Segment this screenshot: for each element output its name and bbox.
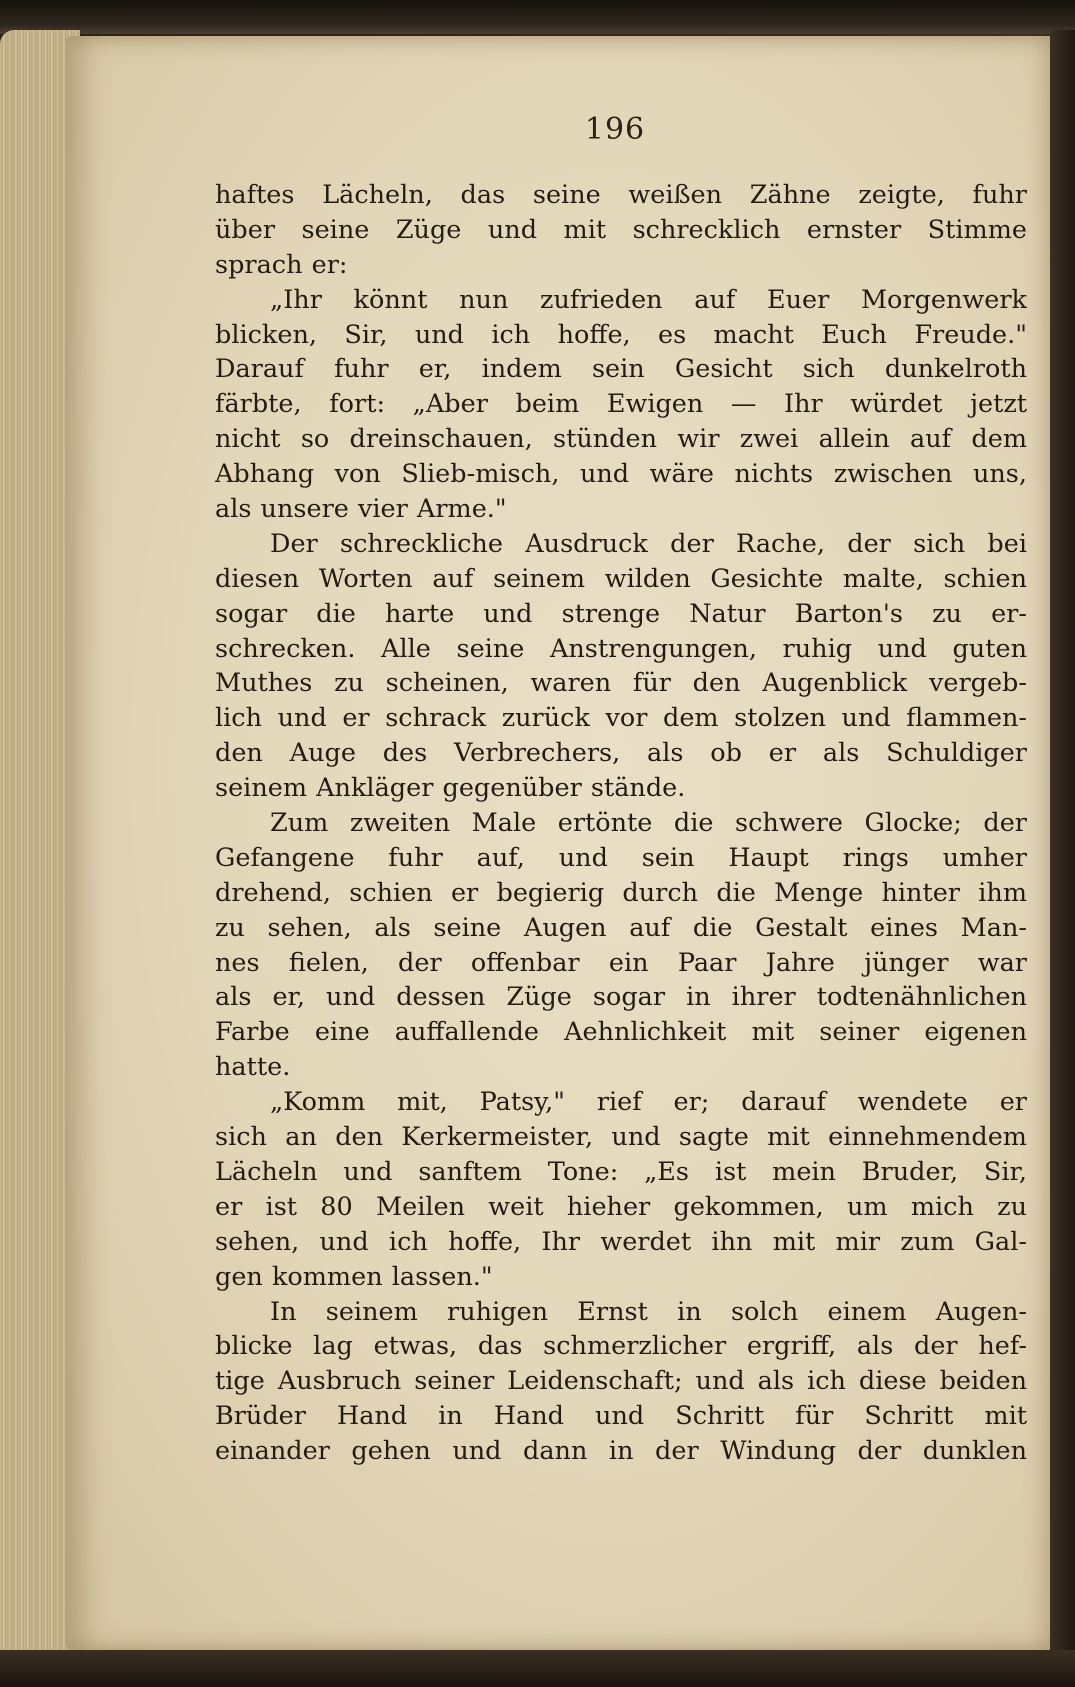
binding-top (0, 0, 1075, 34)
text-line: als er, und dessen Züge sogar in ihrer todtenähnlichen (215, 982, 1027, 1013)
text-line: sich an den Kerkermeister, und sagte mit einnehmendem (215, 1122, 1027, 1153)
text-line: den Auge des Verbrechers, als ob er als Schuldiger (215, 738, 1027, 769)
text-line: seinem Ankläger gegenüber stände. (215, 773, 686, 804)
body-text (215, 178, 1027, 1469)
text-line: haftes Lächeln, das seine weißen Zähne zeigte, fuhr (215, 180, 1027, 210)
text-line: nicht so dreinschauen, stünden wir zwei allein auf dem (215, 424, 1027, 455)
text-line: Darauf fuhr er, indem sein Gesicht sich dunkelroth (215, 354, 1027, 385)
text-line: Der schreckliche Ausdruck der Rache, der sich bei (270, 528, 1027, 559)
text-line: er ist 80 Meilen weit hieher gekommen, um mich zu (215, 1191, 1027, 1222)
text-line: diesen Worten auf seinem wilden Gesichte malte, schien (215, 563, 1027, 594)
text-line: zu sehen, als seine Augen auf die Gestalt eines Man- (215, 912, 1027, 943)
binding-bottom (0, 1650, 1075, 1687)
text-line: hatte. (215, 1052, 291, 1083)
cover-board (1050, 30, 1075, 1670)
text-line: Gefangene fuhr auf, und sein Haupt rings umher (215, 842, 1027, 873)
text-line: schrecken. Alle seine Anstrengungen, ruhig und guten (215, 633, 1027, 664)
text-line: „Ihr könnt nun zufrieden auf Euer Morgenwerk (270, 284, 1027, 315)
page-number: 196 (584, 112, 646, 147)
text-line: „Komm mit, Patsy," rief er; darauf wendete er (270, 1087, 1027, 1118)
text-line: In seinem ruhigen Ernst in solch einem Augen- (270, 1296, 1027, 1327)
text-line: Muthes zu scheinen, waren für den Augenblick vergeb- (215, 668, 1027, 699)
text-line: Abhang von Slieb-misch, und wäre nichts zwischen uns, (215, 459, 1027, 490)
text-line: Farbe eine auffallende Aehnlichkeit mit seiner eigenen (215, 1017, 1027, 1048)
text-line: nes fielen, der offenbar ein Paar Jahre jünger war (215, 947, 1027, 978)
text-line: färbte, fort: „Aber beim Ewigen — Ihr würdet jetzt (215, 389, 1027, 420)
text-line: sehen, und ich hoffe, Ihr werdet ihn mit mir zum Gal- (215, 1226, 1027, 1257)
text-line: sprach er: (215, 249, 348, 280)
text-line: blicken, Sir, und ich hoffe, es macht Euch Freude." (215, 319, 1027, 350)
text-line: als unsere vier Arme." (215, 494, 507, 525)
text-line: sogar die harte und strenge Natur Barton's zu er- (215, 598, 1027, 629)
text-line: einander gehen und dann in der Windung der dunklen (215, 1436, 1027, 1467)
text-line: Brüder Hand in Hand und Schritt für Schritt mit (215, 1401, 1027, 1432)
text-line: gen kommen lassen." (215, 1261, 493, 1292)
text-line: tige Ausbruch seiner Leidenschaft; und als ich diese beiden (215, 1366, 1027, 1397)
text-line: drehend, schien er begierig durch die Menge hinter ihm (215, 877, 1027, 908)
text-line: Lächeln und sanftem Tone: „Es ist mein Bruder, Sir, (215, 1156, 1027, 1187)
text-line: Zum zweiten Male ertönte die schwere Glocke; der (270, 808, 1027, 839)
text-line: lich und er schrack zurück vor dem stolzen und flammen- (215, 703, 1027, 734)
text-line: blicke lag etwas, das schmerzlicher ergriff, als der hef- (215, 1331, 1027, 1362)
text-line: über seine Züge und mit schrecklich ernster Stimme (215, 214, 1027, 245)
